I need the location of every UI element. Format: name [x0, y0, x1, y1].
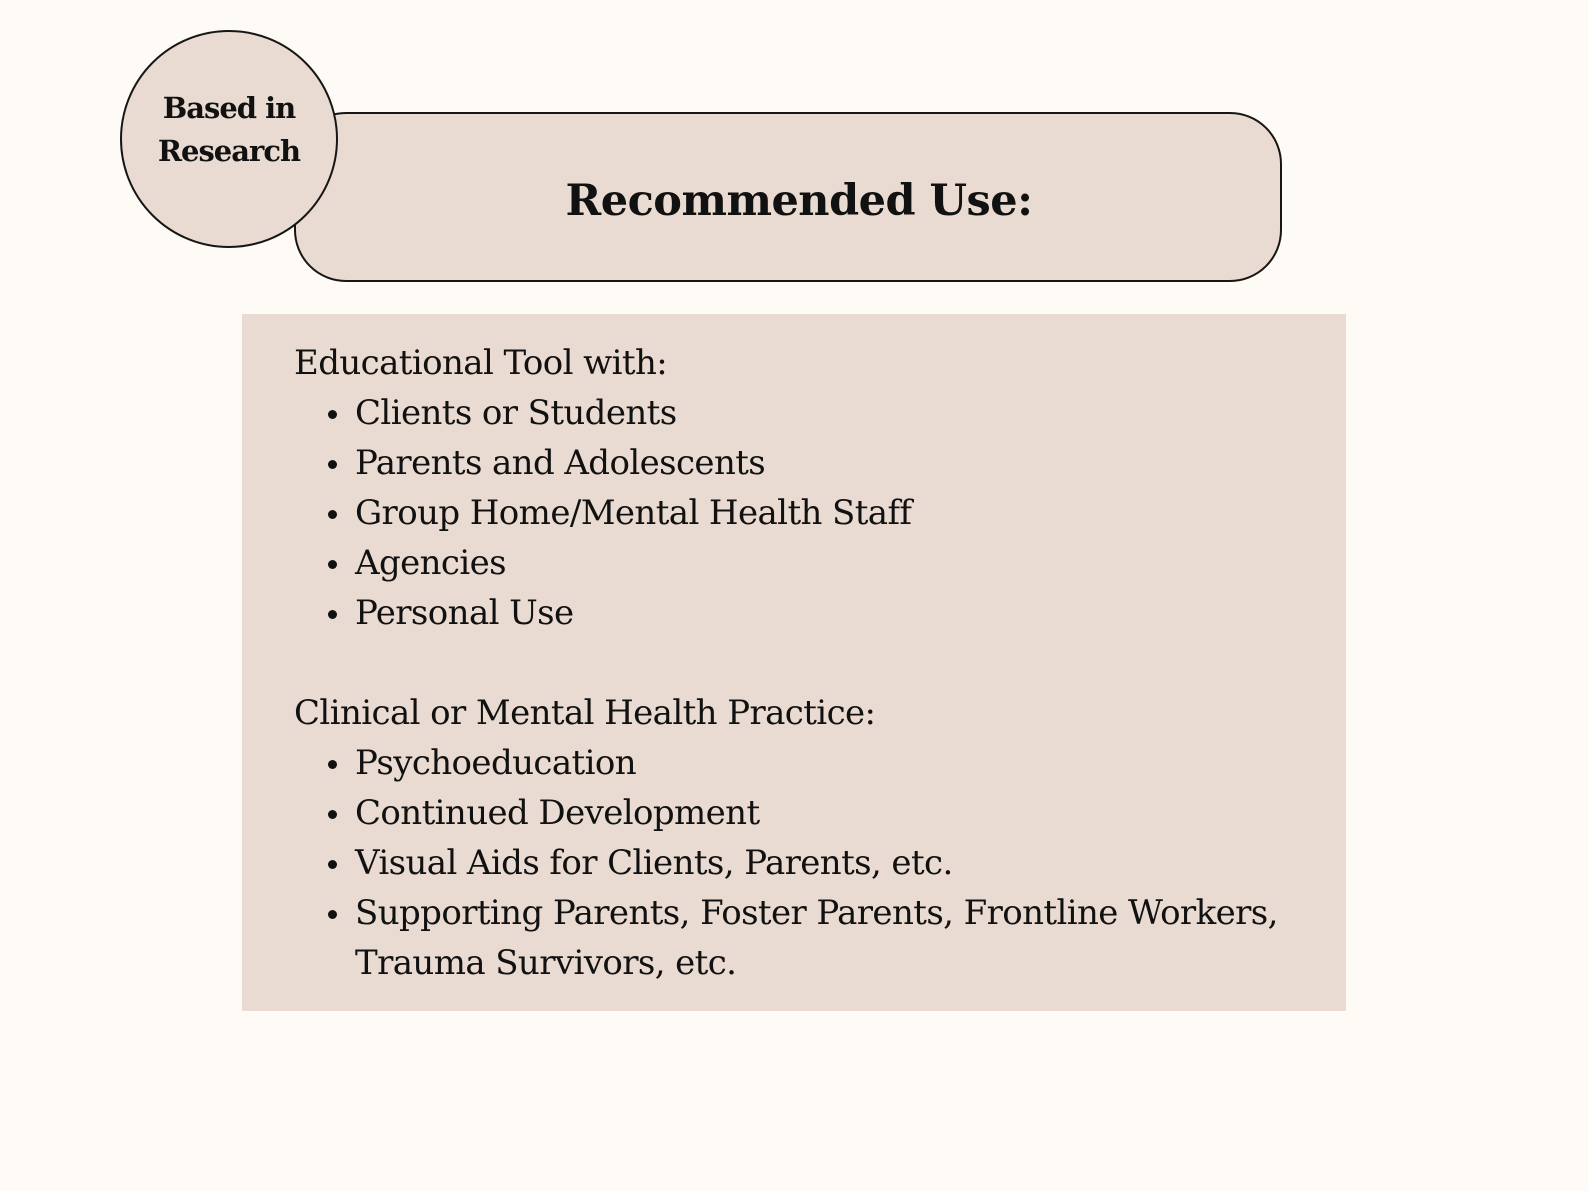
list-item: Parents and Adolescents: [294, 438, 1324, 488]
list-item: Visual Aids for Clients, Parents, etc.: [294, 838, 1324, 888]
page-title: Recommended Use:: [565, 176, 1033, 226]
list-item: Group Home/Mental Health Staff: [294, 488, 1324, 538]
section-heading: Educational Tool with:: [294, 343, 668, 383]
content-body: [294, 338, 1324, 988]
research-badge: [120, 30, 338, 248]
badge-line-1: Based in: [162, 91, 296, 125]
section-heading: Clinical or Mental Health Practice:: [294, 693, 876, 733]
list-item: Psychoeducation: [294, 738, 1324, 788]
section-educational: [294, 338, 1324, 638]
list-item: Supporting Parents, Foster Parents, Frontline Workers, Trauma Survivors, etc.: [294, 888, 1324, 988]
list-item: Clients or Students: [294, 388, 1324, 438]
bullet-list: [294, 738, 1324, 988]
list-item: Continued Development: [294, 788, 1324, 838]
badge-text: [158, 87, 300, 173]
section-clinical: [294, 688, 1324, 988]
badge-line-2: Research: [157, 134, 301, 168]
content-panel: [242, 314, 1346, 1011]
bullet-list: [294, 388, 1324, 638]
list-item: Personal Use: [294, 588, 1324, 638]
list-item: Agencies: [294, 538, 1324, 588]
section-spacer: [294, 638, 1324, 688]
